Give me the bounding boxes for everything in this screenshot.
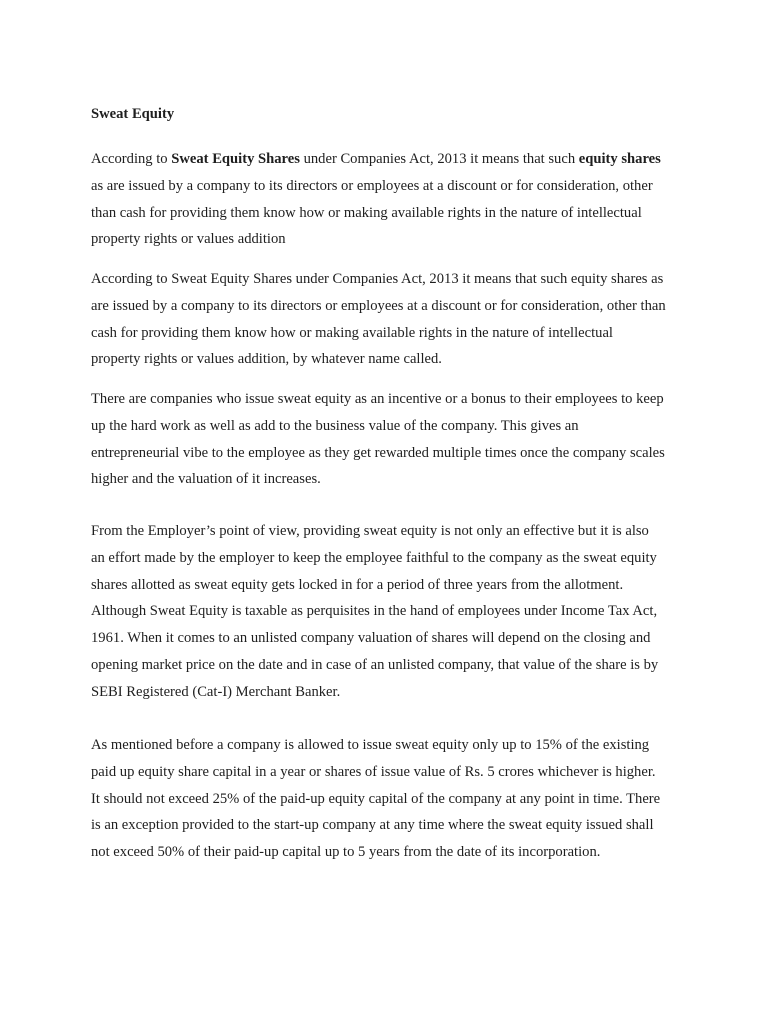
paragraph-employer-view: From the Employer’s point of view, providing sweat equity is not only an effective but it is also an effort made by the employer to keep the employee faithful to the company as the sweat equity shares allotted as sweat equity gets locked in for a period of three years from the allotment. Although Sweat Equity is taxable as perquisites in the hand of employees under Income Tax Act, 1961. When it comes to an unlisted company valuation of shares will depend on the closing and opening market price on the date and in case of an unlisted company, that value of the share is by SEBI Registered (Cat-I) Merchant Banker. [91,523,659,700]
paragraph-definition-bold [91,146,666,253]
text-run: According to [91,151,172,167]
text-run: under Companies Act, 2013 it means that such [299,151,579,167]
paragraph-definition: According to Sweat Equity Shares under Companies Act, 2013 it means that such equity shares as are issued by a company to its directors or employees at a discount or for consideration, other than cash for providing them know how or making available rights in the nature of intellectual property rights or values addition, by whatever name called. [91,271,666,368]
document-title: Sweat Equity [91,106,175,122]
bold-term-sweat-equity-shares: Sweat Equity Shares [171,151,300,167]
paragraph-incentive: There are companies who issue sweat equity as an incentive or a bonus to their employees to keep up the hard work as well as add to the business value of the company. This gives an entrepreneurial vibe to the employee as they get rewarded multiple times once the company scales higher and the valuation of it increases. [91,391,665,488]
text-run: as are issued by a company to its directors or employees at a discount or for consideration, other than cash for providing them know how or making available rights in the nature of intellectual property rights or values addition [91,177,653,248]
paragraph-limits: As mentioned before a company is allowed to issue sweat equity only up to 15% of the existing paid up equity share capital in a year or shares of issue value of Rs. 5 crores whichever is higher. It should not exceed 25% of the paid-up equity capital of the company at any point in time. There is an exception provided to the start-up company at any time where the sweat equity issued shall not exceed 50% of their paid-up capital up to 5 years from the date of its incorporation. [91,737,661,861]
bold-term-equity-shares: equity shares [578,151,661,167]
